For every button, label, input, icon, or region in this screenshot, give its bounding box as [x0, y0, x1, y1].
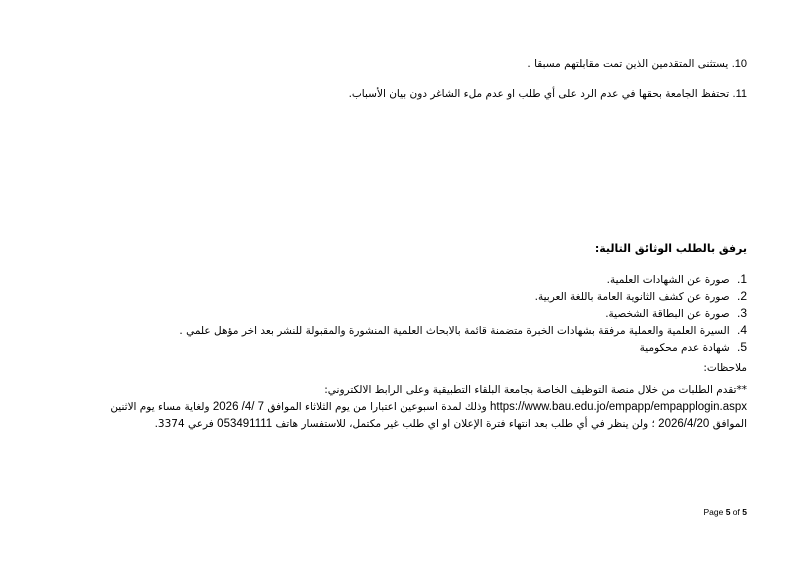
documents-heading: يرفق بالطلب الوثائق التالية:: [594, 242, 747, 255]
document-item-3-text: صورة عن البطاقة الشخصية.: [605, 308, 730, 320]
document-item-2-text: صورة عن كشف الثانوية العامة باللغة العربية.: [534, 291, 730, 303]
notes-heading: ملاحظات:: [703, 362, 747, 374]
condition-11: [349, 88, 747, 100]
document-item-4: [179, 323, 747, 337]
document-item-1-number: 1.: [736, 272, 747, 286]
footer-of-word: of: [732, 507, 740, 517]
footer-total-pages: 5: [742, 507, 747, 517]
notes-line-3-start: الموافق: [712, 418, 747, 430]
document-item-1-text: صورة عن الشهادات العلمية.: [606, 274, 730, 286]
notes-line-1: **تقدم الطلبات من خلال منصة التوظيف الخاصة بجامعة البلقاء التطبيقية وعلى الرابط الالكتروني:: [324, 384, 747, 396]
phone-number: 053491111: [217, 418, 273, 430]
document-item-2: [535, 289, 747, 303]
condition-10: [527, 58, 747, 70]
document-item-4-text: السيرة العلمية والعملية مرفقة بشهادات الخبرة متضمنة قائمة بالابحاث العلمية المنشورة والمقبولة للنشر بعد اخر مؤهل علمي .: [179, 325, 730, 337]
application-url-link[interactable]: https://www.bau.edu.jo/empapp/empapplogin.aspx: [490, 401, 747, 413]
end-date: 2026/4/20: [658, 418, 710, 430]
page-footer: [703, 507, 747, 517]
notes-line-3: [155, 418, 747, 430]
document-item-1: [607, 272, 747, 286]
start-date: 2026 /4/ 7: [212, 401, 265, 413]
condition-11-text: تحتفظ الجامعة بحقها في عدم الرد على أي طلب او عدم ملء الشاغر دون بيان الأسباب.: [348, 88, 730, 100]
document-item-3-number: 3.: [736, 306, 747, 320]
condition-10-number: 10.: [731, 58, 747, 70]
phone-extension: فرعي 3374.: [154, 418, 214, 430]
document-item-3: [605, 306, 747, 320]
document-item-5: [640, 340, 747, 354]
notes-line-3-text: ؛ ولن ينظر في أي طلب بعد انتهاء فترة الإعلان او اي طلب غير مكتمل، للاستفسار هاتف: [275, 418, 655, 430]
footer-page-word: Page: [703, 507, 724, 517]
notes-line-2: [110, 401, 747, 413]
document-item-5-text: شهادة عدم محكومية: [639, 342, 730, 354]
document-item-2-number: 2.: [736, 289, 747, 303]
notes-line-2-end: ولغاية مساء يوم الاثنين: [110, 401, 210, 413]
document-item-4-number: 4.: [736, 323, 747, 337]
condition-11-number: 11.: [732, 88, 747, 100]
footer-current-page: 5: [725, 507, 731, 517]
condition-10-text: يستثنى المتقدمين الذين تمت مقابلتهم مسبقا .: [527, 58, 729, 70]
notes-line-2-text: وذلك لمدة اسبوعين اعتبارا من يوم الثلاثاء الموافق: [267, 401, 487, 413]
document-item-5-number: 5.: [736, 340, 747, 354]
